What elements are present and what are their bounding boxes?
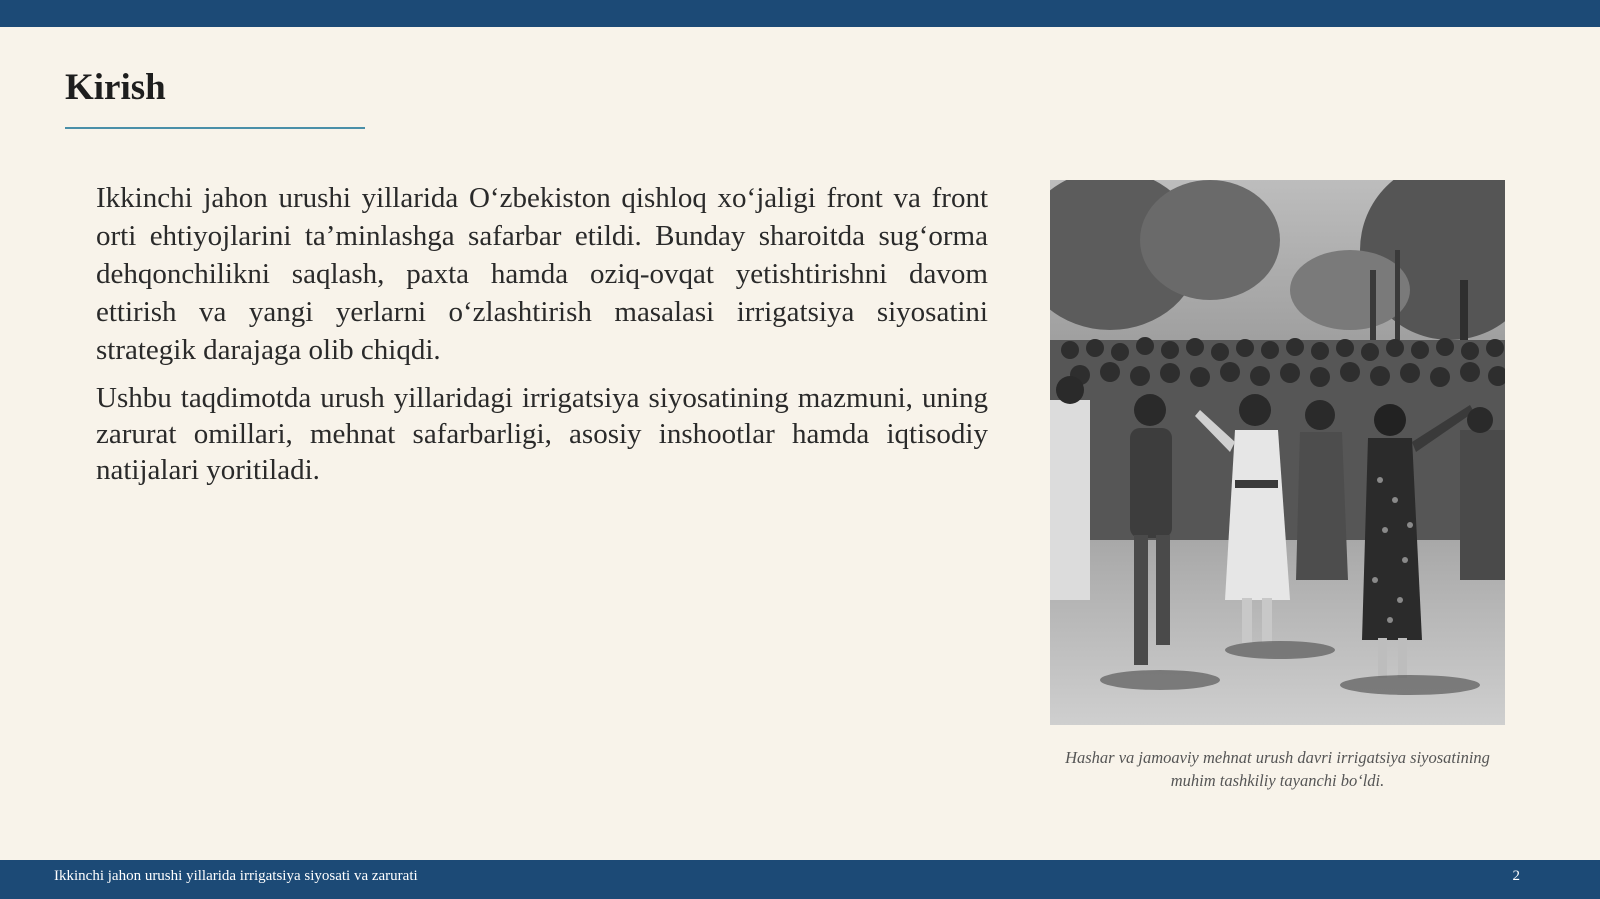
slide-title: Kirish — [65, 67, 166, 108]
top-bar — [0, 0, 1600, 27]
footer-title: Ikkinchi jahon urushi yillarida irrigatsiya siyosati va zarurati — [54, 868, 418, 884]
paragraph-overview: Ushbu taqdimotda urush yillaridagi irrigatsiya siyosatining mazmuni, uning zarurat omillari, mehnat safarbarligi, asosiy inshootlar hamda iqtisodiy natijalari yoritiladi. — [96, 382, 988, 486]
title-underline — [65, 127, 365, 129]
historical-photo — [1050, 180, 1505, 725]
body-text — [96, 179, 988, 499]
paragraph-intro: Ikkinchi jahon urushi yillarida O‘zbekiston qishloq xo‘jaligi front va front orti ehtiyojlarini ta’minlashga safarbar etildi. Bunday sharoitda sug‘orma dehqonchilikni saqlash, paxta hamda oziq-ovqat yetishtirishni davom ettirish va yangi yerlarni o‘zlashtirish masalasi irrigatsiya siyosatini strategik darajaga olib chiqdi. — [96, 182, 988, 366]
page-number: 2 — [1512, 868, 1520, 884]
image-caption: Hashar va jamoaviy mehnat urush davri irrigatsiya siyosatining muhim tashkiliy tayanchi bo‘ldi. — [1065, 748, 1490, 790]
